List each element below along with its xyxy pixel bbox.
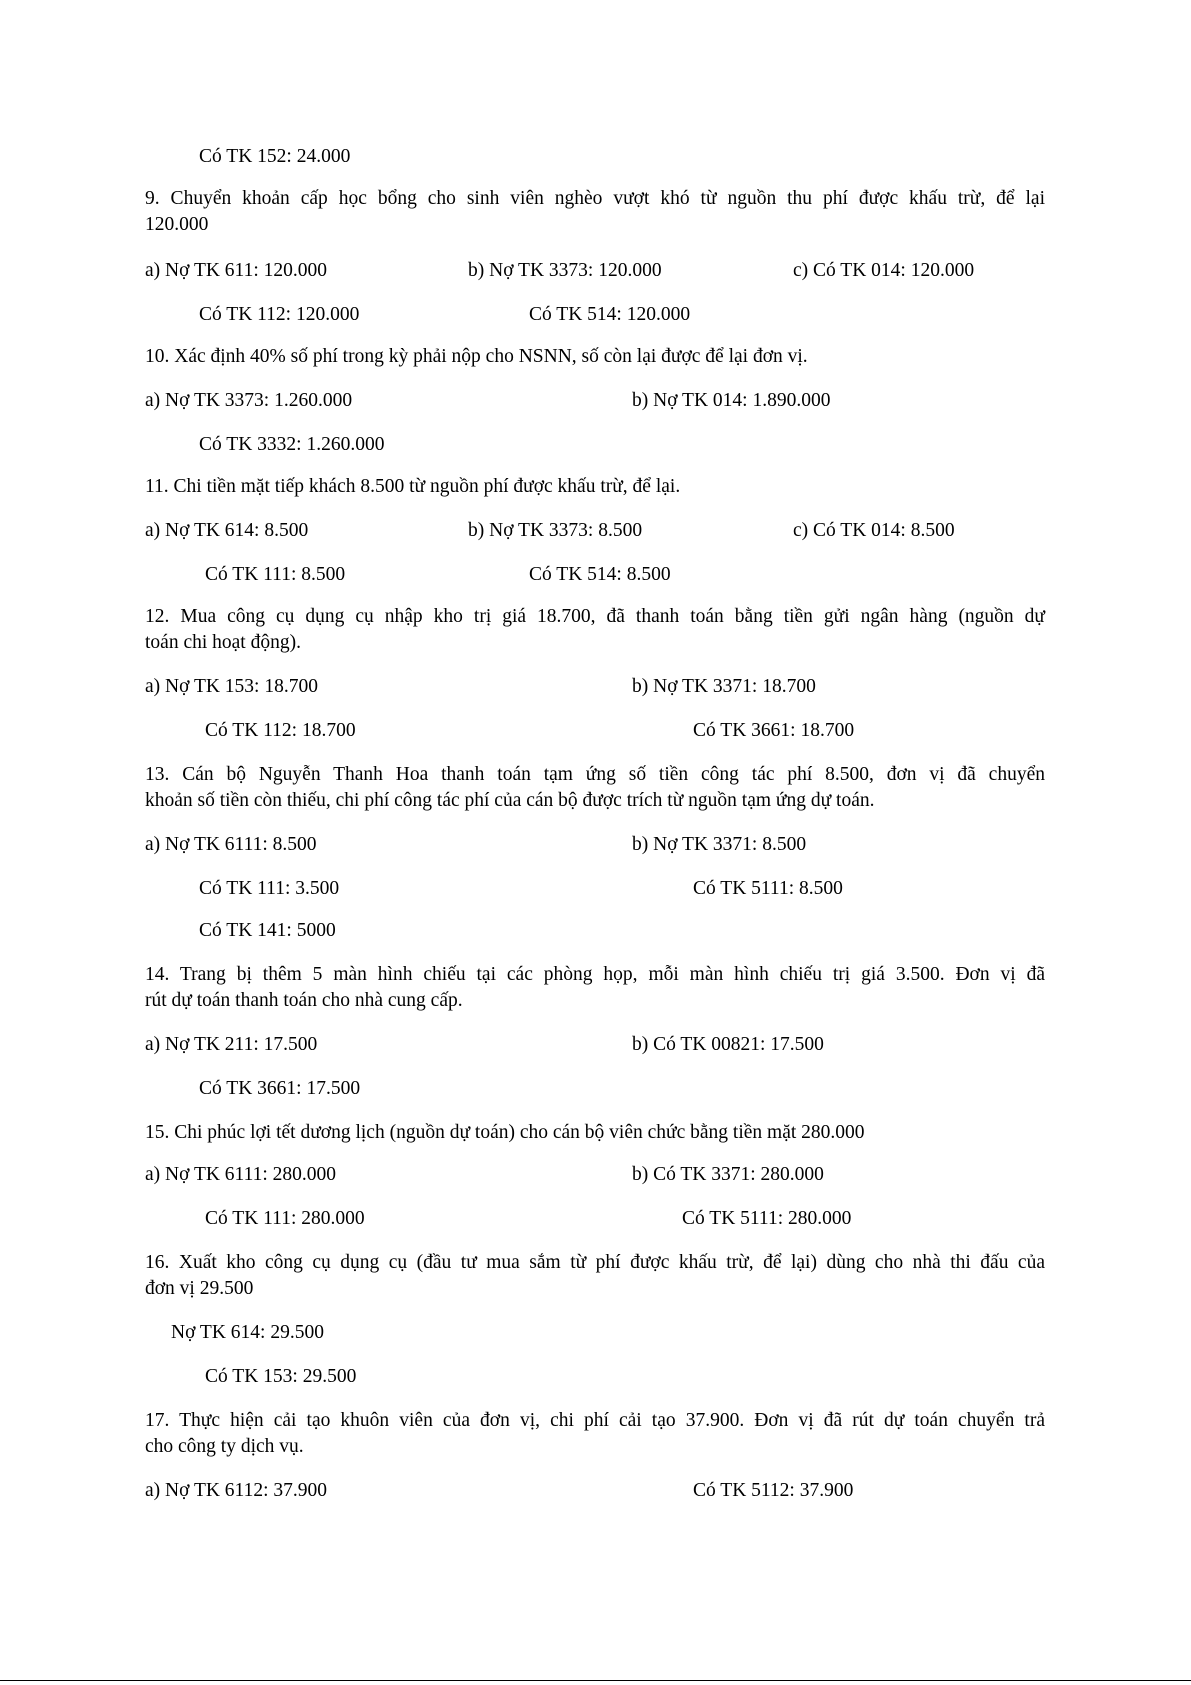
question-17 — [145, 1408, 1045, 1486]
option-b-debit: b) Nợ TK 014: 1.890.000 — [632, 390, 831, 411]
question-text: đơn vị 29.500 — [145, 1278, 254, 1299]
question-text: 14. Trang bị thêm 5 màn hình chiếu tại các phòng họp, mỗi màn hình chiếu trị giá 3.500. Đơn vị đã — [145, 964, 1045, 985]
option-a-credit: Có TK 111: 280.000 — [205, 1208, 365, 1229]
question-text: 16. Xuất kho công cụ dụng cụ (đầu tư mua sắm từ phí được khấu trừ, để lại) dùng cho nhà thi đấu của — [145, 1252, 1045, 1273]
question-text: cho công ty dịch vụ. — [145, 1436, 304, 1457]
option-a-credit: Có TK 141: 5000 — [199, 920, 336, 941]
question-14 — [145, 962, 1045, 1040]
option-a-debit: a) Nợ TK 3373: 1.260.000 — [145, 390, 353, 411]
option-b-debit: b) Nợ TK 3371: 8.500 — [632, 834, 807, 855]
entry-credit: Có TK 153: 29.500 — [205, 1366, 357, 1387]
option-b-credit: Có TK 3661: 18.700 — [693, 720, 855, 741]
question-text: 9. Chuyển khoản cấp học bổng cho sinh viên nghèo vượt khó từ nguồn thu phí được khấu trừ, để lại — [145, 188, 1045, 209]
option-c-credit: c) Có TK 014: 8.500 — [793, 520, 955, 541]
option-a-debit: a) Nợ TK 6112: 37.900 — [145, 1480, 328, 1501]
option-c-credit: c) Có TK 014: 120.000 — [793, 260, 975, 281]
question-text: rút dự toán thanh toán cho nhà cung cấp. — [145, 990, 463, 1011]
page-bottom-rule — [0, 1680, 1191, 1681]
option-b-credit: Có TK 5111: 8.500 — [693, 878, 843, 899]
option-a-debit: a) Nợ TK 6111: 280.000 — [145, 1164, 337, 1185]
question-text: khoản số tiền còn thiếu, chi phí công tác phí của cán bộ được trích từ nguồn tạm ứng dự toán. — [145, 790, 875, 811]
option-b-debit: b) Nợ TK 3373: 8.500 — [468, 520, 643, 541]
question-text: toán chi hoạt động). — [145, 632, 301, 653]
question-text: 120.000 — [145, 214, 209, 235]
entry-debit: Nợ TK 614: 29.500 — [171, 1322, 324, 1343]
question-12 — [145, 604, 1045, 682]
question-text: 13. Cán bộ Nguyễn Thanh Hoa thanh toán tạm ứng số tiền công tác phí 8.500, đơn vị đã chuyển — [145, 764, 1045, 785]
question-9 — [145, 186, 1045, 264]
entry-credit: Có TK 152: 24.000 — [199, 146, 351, 167]
question-15: 15. Chi phúc lợi tết dương lịch (nguồn dự toán) cho cán bộ viên chức bằng tiền mặt 280.000 — [145, 1122, 865, 1143]
option-a-credit: Có TK 111: 3.500 — [199, 878, 340, 899]
question-16 — [145, 1250, 1045, 1328]
option-credit: Có TK 5112: 37.900 — [693, 1480, 854, 1501]
option-a-credit: Có TK 112: 18.700 — [205, 720, 356, 741]
option-a-credit: Có TK 3661: 17.500 — [199, 1078, 361, 1099]
question-13 — [145, 762, 1045, 840]
option-a-credit: Có TK 112: 120.000 — [199, 304, 360, 325]
option-b-debit: b) Nợ TK 3373: 120.000 — [468, 260, 662, 281]
option-b-credit: b) Có TK 3371: 280.000 — [632, 1164, 824, 1185]
option-b-credit: Có TK 514: 8.500 — [529, 564, 671, 585]
option-a-debit: a) Nợ TK 211: 17.500 — [145, 1034, 318, 1055]
question-text: 12. Mua công cụ dụng cụ nhập kho trị giá 18.700, đã thanh toán bằng tiền gửi ngân hàng (nguồn dự — [145, 606, 1045, 627]
option-b-credit: Có TK 514: 120.000 — [529, 304, 691, 325]
option-b-credit: b) Có TK 00821: 17.500 — [632, 1034, 824, 1055]
question-11: 11. Chi tiền mặt tiếp khách 8.500 từ nguồn phí được khấu trừ, để lại. — [145, 476, 681, 497]
option-a-debit: a) Nợ TK 6111: 8.500 — [145, 834, 317, 855]
option-a-debit: a) Nợ TK 614: 8.500 — [145, 520, 309, 541]
option-a-debit: a) Nợ TK 153: 18.700 — [145, 676, 318, 697]
question-10: 10. Xác định 40% số phí trong kỳ phải nộp cho NSNN, số còn lại được để lại đơn vị. — [145, 346, 808, 367]
option-b-debit: b) Nợ TK 3371: 18.700 — [632, 676, 816, 697]
option-a-credit: Có TK 3332: 1.260.000 — [199, 434, 385, 455]
question-text: 17. Thực hiện cải tạo khuôn viên của đơn vị, chi phí cải tạo 37.900. Đơn vị đã rút dự toán chuyển trả — [145, 1410, 1045, 1431]
option-a-credit: Có TK 111: 8.500 — [205, 564, 346, 585]
option-b-credit: Có TK 5111: 280.000 — [682, 1208, 852, 1229]
option-a-debit: a) Nợ TK 611: 120.000 — [145, 260, 328, 281]
